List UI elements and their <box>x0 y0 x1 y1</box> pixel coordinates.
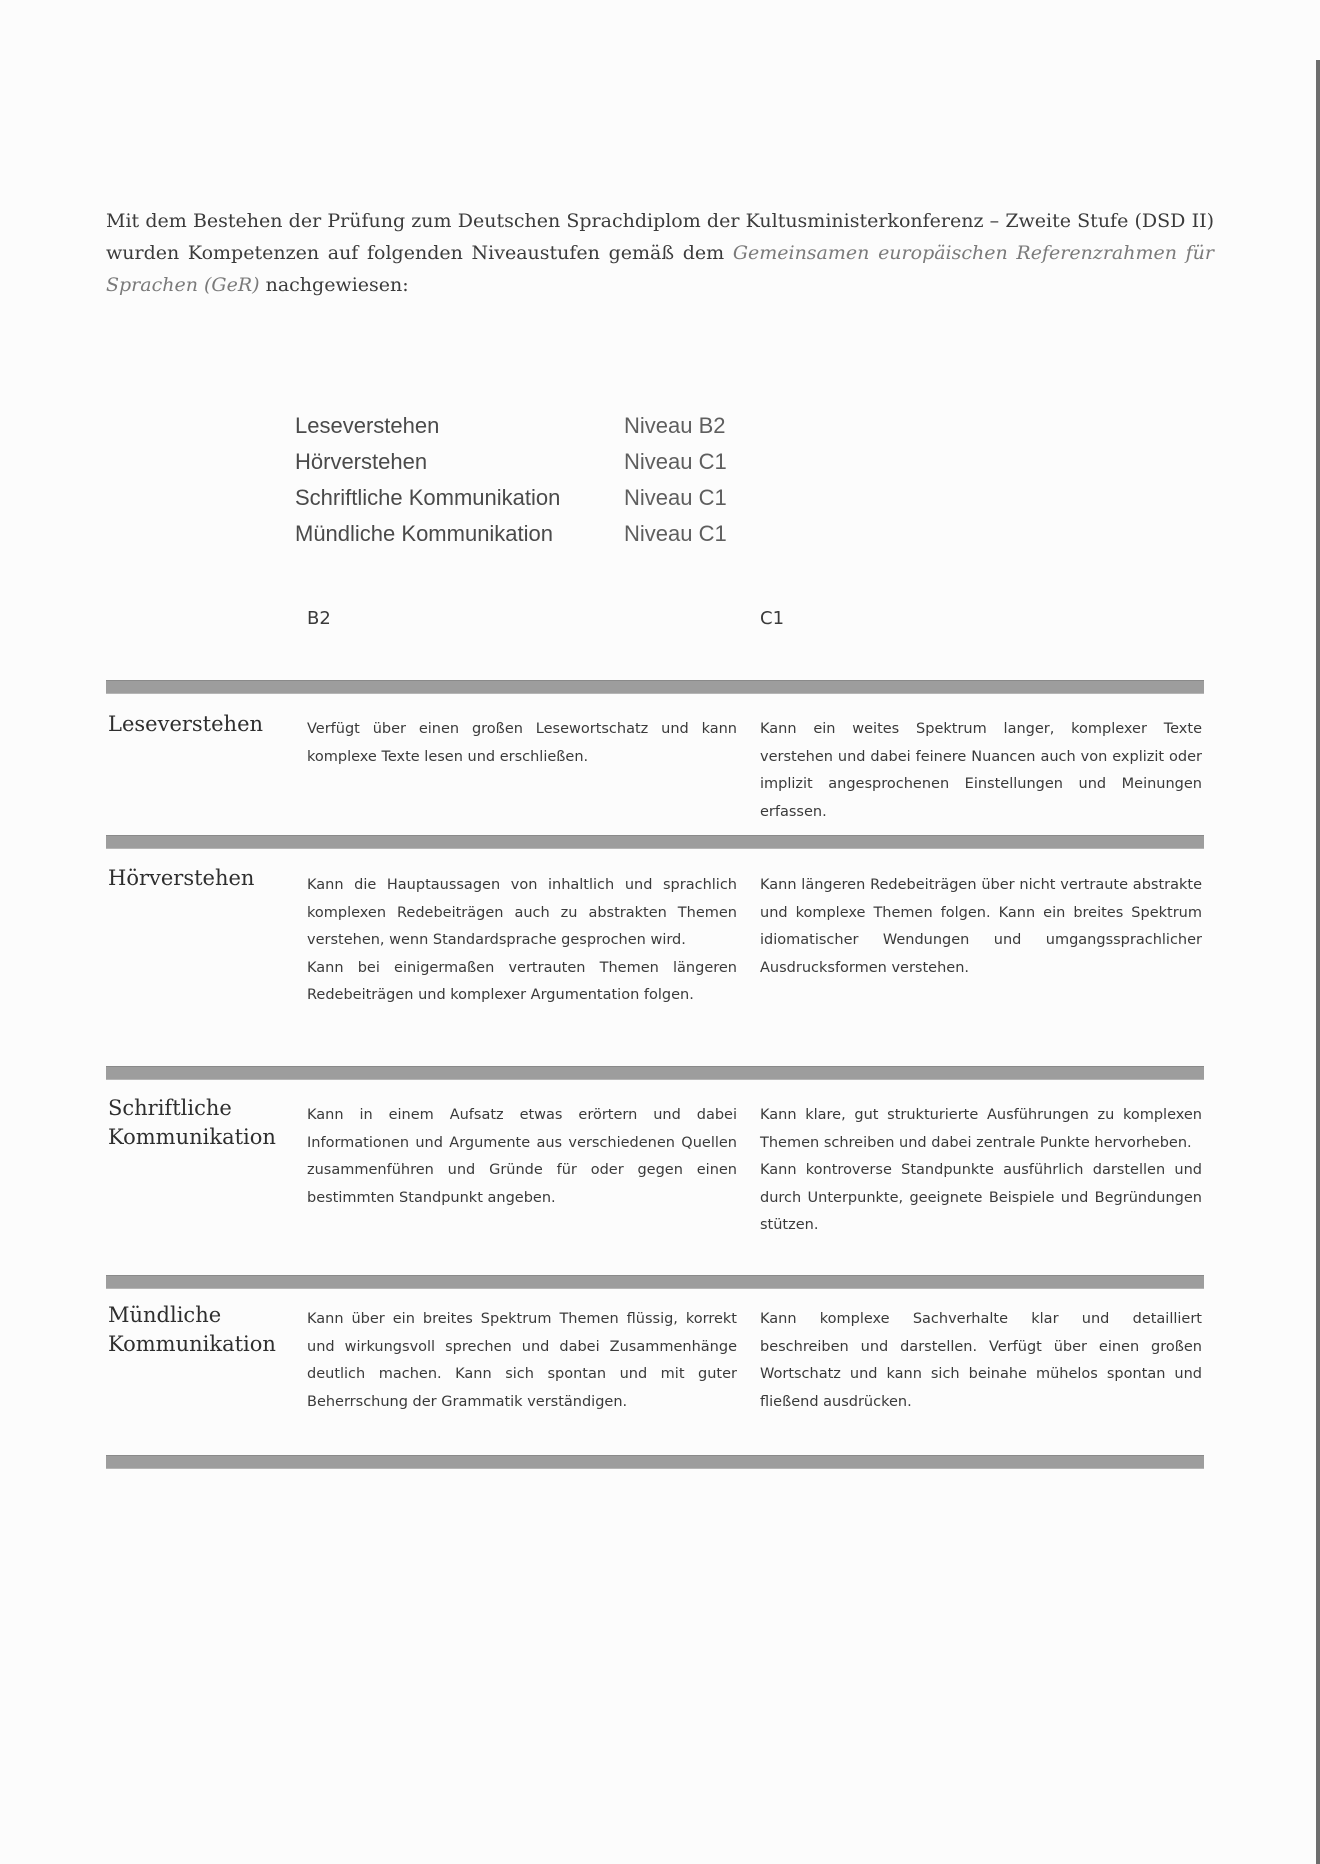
level-row <box>295 449 745 485</box>
table-divider <box>106 1275 1204 1289</box>
cell-c1-schriftliche-kommunikation <box>760 1102 1202 1240</box>
row-skill-muendliche-kommunikation: Mündliche Kommunikation <box>108 1303 276 1356</box>
level-row <box>295 485 745 521</box>
intro-text-before: Mit dem Bestehen der Prüfung zum Deutschen Sprachdiplom der Kultusministerkonferenz – Zweite Stufe (DSD II) wurden Kompetenzen auf folgenden Niveaustufen gemäß dem <box>106 210 1214 264</box>
level-skill: Leseverstehen <box>295 413 440 438</box>
intro-paragraph <box>106 205 1214 301</box>
level-value: Niveau C1 <box>624 449 727 474</box>
cell-paragraph: Verfügt über einen großen Lesewortschatz und kann komplexe Texte lesen und erschließen. <box>307 721 737 765</box>
row-skill-hoerverstehen: Hörverstehen <box>108 866 255 890</box>
table-divider <box>106 835 1204 849</box>
cell-c1-leseverstehen <box>760 716 1202 826</box>
cell-paragraph: Kann in einem Aufsatz etwas erörtern und dabei Informationen und Argumente aus verschiedenen Quellen zusammenführen und Gründe für oder gegen einen bestimmten Standpunkt angeben. <box>307 1107 737 1206</box>
cell-paragraph: Kann kontroverse Standpunkte ausführlich darstellen und durch Unterpunkte, geeignete Beispiele und Begründungen stützen. <box>760 1162 1202 1233</box>
cell-b2-hoerverstehen <box>307 872 737 1010</box>
level-skill: Mündliche Kommunikation <box>295 521 554 546</box>
cell-paragraph: Kann die Hauptaussagen von inhaltlich und sprachlich komplexen Redebeiträgen auch zu abstrakten Themen verstehen, wenn Standardsprache gesprochen wird. <box>307 877 737 948</box>
level-summary <box>295 413 745 557</box>
table-divider <box>106 1066 1204 1080</box>
cell-paragraph: Kann längeren Redebeiträgen über nicht vertraute abstrakte und komplexe Themen folgen. Kann ein breites Spektrum idiomatischer Wendungen und umgangssprachlicher Ausdrucksformen verstehen. <box>760 877 1202 976</box>
cell-paragraph: Kann über ein breites Spektrum Themen flüssig, korrekt und wirkungsvoll sprechen und dabei Zusammenhänge deutlich machen. Kann sich spontan und mit guter Beherrschung der Grammatik verständigen. <box>307 1311 737 1410</box>
level-skill: Hörverstehen <box>295 449 428 474</box>
page-edge <box>1316 60 1320 1864</box>
level-row <box>295 413 745 449</box>
row-skill-schriftliche-kommunikation: Schriftliche Kommunikation <box>108 1096 276 1149</box>
level-value: Niveau B2 <box>624 413 726 438</box>
cell-paragraph: Kann ein weites Spektrum langer, komplexer Texte verstehen und dabei feinere Nuancen auch von explizit oder implizit angesprochenen Einstellungen und Meinungen erfassen. <box>760 721 1202 820</box>
cell-b2-leseverstehen <box>307 716 737 771</box>
cell-paragraph: Kann klare, gut strukturierte Ausführungen zu komplexen Themen schreiben und dabei zentrale Punkte hervorheben. <box>760 1107 1202 1151</box>
cell-paragraph: Kann bei einigermaßen vertrauten Themen längeren Redebeiträgen und komplexer Argumentation folgen. <box>307 959 737 1003</box>
intro-text-after: nachgewiesen: <box>259 274 409 296</box>
level-row <box>295 521 745 557</box>
cell-paragraph: Kann komplexe Sachverhalte klar und detailliert beschreiben und darstellen. Verfügt über einen großen Wortschatz und kann sich beinahe mühelos spontan und fließend ausdrücken. <box>760 1311 1202 1410</box>
cell-b2-muendliche-kommunikation <box>307 1306 737 1416</box>
level-value: Niveau C1 <box>624 485 727 510</box>
row-skill-leseverstehen: Leseverstehen <box>108 712 264 736</box>
cell-c1-hoerverstehen <box>760 872 1202 982</box>
cell-c1-muendliche-kommunikation <box>760 1306 1202 1416</box>
table-divider <box>106 1455 1204 1469</box>
table-divider <box>106 680 1204 694</box>
intro-reference: Gemeinsamen europäischen Referenzrahmen für Sprachen (GeR) <box>106 242 1214 296</box>
level-value: Niveau C1 <box>624 521 727 546</box>
column-header-b2: B2 <box>307 608 331 629</box>
cell-b2-schriftliche-kommunikation <box>307 1102 737 1212</box>
column-header-c1: C1 <box>760 608 785 629</box>
level-skill: Schriftliche Kommunikation <box>295 485 561 510</box>
